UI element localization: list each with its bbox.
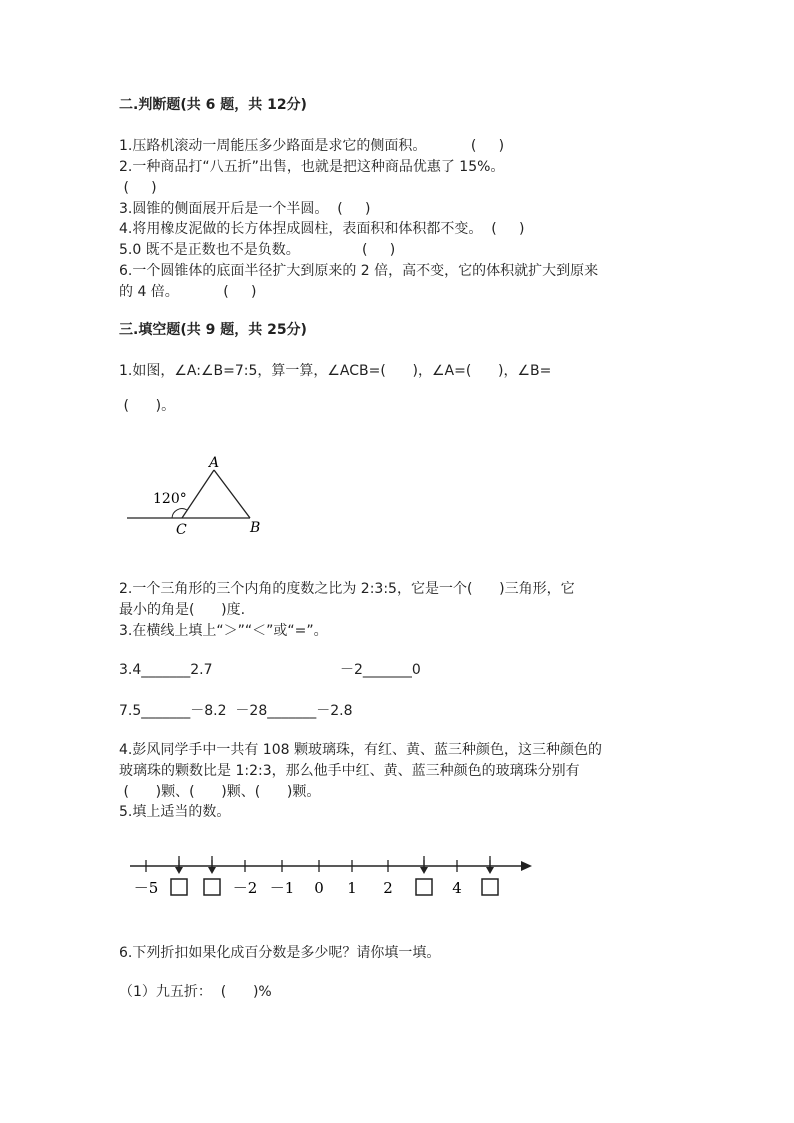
fill-q1: 1.如图，∠A:∠B=7:5，算一算，∠ACB=( )，∠A=( )，∠B=	[119, 363, 552, 379]
judge-item-2-answer: ( )	[119, 180, 157, 196]
triangle-figure	[120, 450, 270, 540]
fill-q4: 4.彭风同学手中一共有 108 颗玻璃珠，有红、黄、蓝三种颜色，这三种颜色的	[119, 742, 602, 758]
compare-row1-a: 3.4_______2.7	[119, 662, 213, 678]
answer-box[interactable]	[171, 879, 187, 895]
number-label: －1	[269, 879, 295, 897]
number-line-arrowhead	[521, 861, 532, 871]
judge-item-2: 2.一种商品打“八五折”出售，也就是把这种商品优惠了 15%。	[119, 159, 505, 175]
fill-q2-cont: 最小的角是( )度.	[119, 602, 246, 618]
fill-q1-cont: ( )。	[119, 398, 176, 414]
fill-q5: 5.填上适当的数。	[119, 804, 231, 820]
judge-item-3: 3.圆锥的侧面展开后是一个半圆。 ( )	[119, 201, 371, 217]
section2-title: 二.判断题(共 6 题，共 12分)	[119, 97, 307, 113]
fill-q4-answers: ( )颗、( )颗、( )颗。	[119, 784, 321, 800]
angle-label: 120°	[153, 491, 187, 507]
down-arrow-icon	[420, 856, 428, 874]
answer-box[interactable]	[482, 879, 498, 895]
answer-box[interactable]	[416, 879, 432, 895]
fill-q2: 2.一个三角形的三个内角的度数之比为 2:3:5，它是一个( )三角形，它	[119, 581, 575, 597]
judge-item-4: 4.将用橡皮泥做的长方体捏成圆柱，表面积和体积都不变。 ( )	[119, 221, 525, 237]
number-label: 0	[314, 879, 324, 897]
number-label: －2	[232, 879, 258, 897]
judge-item-5: 5.0 既不是正数也不是负数。 ( )	[119, 242, 396, 258]
answer-box[interactable]	[204, 879, 220, 895]
compare-row1-b: －2_______0	[340, 662, 421, 678]
down-arrow-icon	[175, 856, 183, 874]
number-label: －5	[133, 879, 159, 897]
down-arrow-icon	[486, 856, 494, 874]
vertex-label-b: B	[250, 520, 261, 536]
number-label: 2	[383, 879, 393, 897]
fill-q6-1: （1）九五折： ( )%	[119, 984, 272, 1000]
number-label: 1	[347, 879, 357, 897]
fill-q6: 6.下列折扣如果化成百分数是多少呢？请你填一填。	[119, 945, 441, 961]
triangle-side-ab	[214, 470, 250, 518]
vertex-label-c: C	[176, 522, 187, 538]
fill-q4-cont: 玻璃珠的颗数比是 1:2:3，那么他手中红、黄、蓝三种颜色的玻璃珠分别有	[119, 763, 580, 779]
section3-title: 三.填空题(共 9 题，共 25分)	[119, 322, 307, 338]
number-label: 4	[452, 879, 462, 897]
number-line-figure	[120, 852, 540, 902]
compare-row2: 7.5_______－8.2 －28_______－2.8	[119, 703, 353, 719]
judge-item-1: 1.压路机滚动一周能压多少路面是求它的侧面积。 ( )	[119, 138, 505, 154]
fill-q3: 3.在横线上填上“＞”“＜”或“=”。	[119, 623, 328, 639]
judge-item-6-cont: 的 4 倍。 ( )	[119, 284, 257, 300]
triangle-side-ca	[182, 470, 214, 518]
vertex-label-a: A	[209, 455, 220, 471]
down-arrow-icon	[208, 856, 216, 874]
judge-item-6: 6.一个圆锥体的底面半径扩大到原来的 2 倍，高不变，它的体积就扩大到原来	[119, 263, 599, 279]
